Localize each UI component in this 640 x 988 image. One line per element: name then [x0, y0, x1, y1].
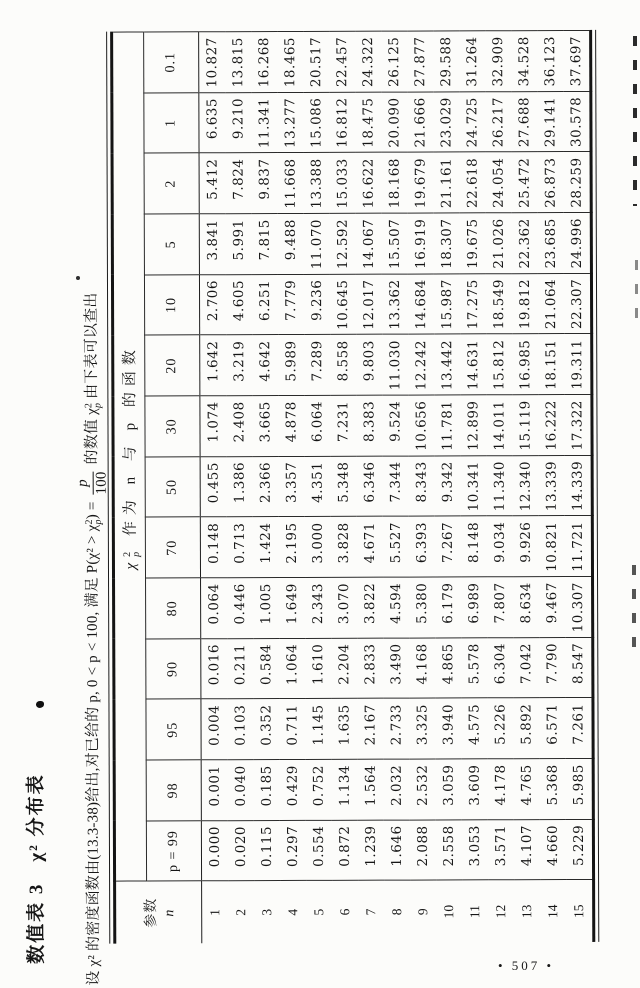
- chi-square-value-cell: 3.070: [331, 577, 357, 638]
- chi-square-value-cell: 6.251: [252, 274, 278, 335]
- chi-square-value-cell: 2.204: [331, 638, 357, 699]
- chi-square-value-cell: 1.239: [358, 820, 384, 881]
- p-labels-row: [144, 32, 202, 944]
- chi-square-value-cell: 21.026: [486, 213, 512, 274]
- p-column-header: 1: [144, 93, 199, 154]
- chi-square-value-cell: 1.635: [331, 699, 357, 760]
- chi-square-value-cell: 22.307: [564, 273, 592, 334]
- chi-square-value-cell: 2.366: [253, 456, 279, 517]
- chi-squared-p-notation: [83, 402, 104, 409]
- chi-square-value-cell: 18.168: [382, 153, 408, 214]
- chi-square-value-cell: 1.424: [253, 517, 279, 578]
- corner-cell-parameter-n: [115, 881, 202, 943]
- chi-square-value-cell: 16.222: [538, 395, 564, 456]
- chi-square-value-cell: 29.141: [537, 91, 563, 152]
- p-column-header: 98: [146, 760, 201, 821]
- chi-square-value-cell: 9.837: [252, 153, 278, 214]
- chi-square-value-cell: 0.020: [228, 820, 254, 881]
- chi-square-value-cell: 29.588: [433, 31, 459, 92]
- chi-square-value-cell: 1.649: [279, 578, 305, 639]
- chi-square-value-cell: 19.675: [460, 213, 486, 274]
- ink-spot: [76, 276, 80, 280]
- chi-square-value-cell: 10.821: [539, 516, 565, 577]
- chi-square-value-cell: 17.322: [564, 395, 592, 456]
- p-column-header: 5: [144, 214, 199, 275]
- chi-square-value-cell: 7.289: [304, 335, 330, 396]
- row-label-n: 8: [389, 908, 405, 916]
- corner-label: 参数: [143, 897, 159, 928]
- chi-square-value-cell: 5.226: [487, 698, 513, 759]
- chi-square-value-cell: 21.161: [434, 152, 460, 213]
- chi-square-value-cell: 36.123: [537, 31, 563, 92]
- chi-square-value-cell: 0.000: [201, 821, 228, 882]
- chi-square-value-cell: 9.488: [278, 214, 304, 275]
- table-row: [407, 31, 436, 943]
- table-row: [199, 32, 229, 944]
- chi-square-value-cell: 9.926: [513, 516, 539, 577]
- table-row: [329, 31, 358, 943]
- chi-square-value-cell: 11.070: [304, 213, 330, 274]
- p-column-header: 2: [144, 153, 199, 214]
- p-column-header: 10: [144, 275, 199, 336]
- chi-square-value-cell: 2.343: [305, 577, 331, 638]
- chi-square-value-cell: 0.148: [200, 517, 227, 578]
- chi-square-value-cell: 14.067: [356, 213, 382, 274]
- fraction-numerator: p: [76, 471, 94, 494]
- scan-edge-artifact: [635, 260, 638, 320]
- chi-square-value-cell: 0.872: [332, 820, 358, 881]
- chi-square-value-cell: 0.016: [201, 639, 228, 700]
- chi-square-value-cell: 8.547: [565, 637, 593, 698]
- chi-square-value-cell: 16.622: [356, 153, 382, 214]
- page-title: 数值表 3 χ² 分布表: [25, 773, 48, 964]
- table-row: [485, 31, 514, 943]
- chi-square-value-cell: 26.873: [538, 152, 564, 213]
- chi-square-value-cell: 15.812: [486, 334, 512, 395]
- chi-square-value-cell: 14.684: [408, 274, 434, 335]
- description-text-1: 设 χ² 的密度函数由(13.3-38)给出,对已给的 p, 0 < p < 100, 满足 P(χ² > χ: [84, 524, 103, 986]
- chi-square-distribution-table: [110, 30, 595, 944]
- p-column-header: p = 99: [146, 821, 201, 882]
- chi-square-value-cell: 0.297: [280, 820, 306, 881]
- chi-square-value-cell: 5.985: [566, 759, 594, 820]
- chi-square-value-cell: 10.827: [199, 32, 226, 93]
- table-row: [355, 31, 384, 943]
- chi-square-value-cell: 11.341: [251, 92, 277, 153]
- chi-square-value-cell: 2.733: [383, 699, 409, 760]
- chi-square-value-cell: 32.909: [485, 31, 511, 92]
- p-column-header: 90: [146, 639, 201, 700]
- chi-square-value-cell: 3.490: [383, 638, 409, 699]
- chi-square-value-cell: 6.393: [409, 516, 435, 577]
- chi-square-value-cell: 1.564: [358, 759, 384, 820]
- row-label-n: 6: [337, 908, 353, 916]
- p-column-header: 30: [145, 396, 200, 457]
- chi-square-value-cell: 2.706: [199, 274, 226, 335]
- chi-square-value-cell: 6.064: [304, 395, 330, 456]
- chi-square-value-cell: 24.322: [355, 31, 381, 92]
- chi-square-value-cell: 3.053: [462, 820, 488, 881]
- subscript-p: p: [92, 402, 104, 409]
- chi-square-value-cell: 13.339: [539, 455, 565, 516]
- chi-square-value-cell: 10.341: [461, 456, 487, 517]
- chi-square-value-cell: 1.642: [200, 335, 227, 396]
- chi-square-value-cell: 1.134: [332, 759, 358, 820]
- chi-square-value-cell: 12.899: [460, 395, 486, 456]
- chi-square-value-cell: 11.340: [487, 456, 513, 517]
- chi-square-value-cell: 9.034: [487, 516, 513, 577]
- table-row: [537, 31, 566, 943]
- chi-square-value-cell: 27.877: [407, 31, 433, 92]
- chi-square-value-cell: 23.029: [433, 92, 459, 153]
- chi-square-value-cell: 4.107: [514, 819, 540, 880]
- row-label-n: 15: [571, 904, 587, 919]
- chi-square-value-cell: 4.605: [226, 274, 252, 335]
- chi-square-value-cell: 15.033: [330, 153, 356, 214]
- row-label-n: 5: [311, 908, 327, 916]
- chi-square-value-cell: 4.878: [278, 396, 304, 457]
- row-label-n: 11: [467, 905, 483, 919]
- chi-square-value-cell: 0.713: [227, 517, 253, 578]
- chi-square-value-cell: 31.264: [459, 31, 485, 92]
- chi-square-value-cell: 0.584: [253, 638, 279, 699]
- chi-square-value-cell: 34.528: [511, 31, 537, 92]
- chi-square-value-cell: 4.642: [252, 335, 278, 396]
- chi-square-value-cell: 4.765: [514, 759, 540, 820]
- superscript-2: 2: [122, 545, 134, 557]
- chi-square-value-cell: 0.004: [201, 699, 228, 760]
- chi-square-value-cell: 19.311: [564, 334, 592, 395]
- chi-square-value-cell: 6.635: [199, 92, 226, 153]
- chi-square-value-cell: 20.517: [303, 31, 329, 92]
- description-text-4: 由下表可以查出: [83, 292, 101, 403]
- chi-square-value-cell: 14.339: [565, 455, 593, 516]
- chi-square-value-cell: 19.812: [512, 273, 538, 334]
- chi-square-value-cell: 26.217: [485, 91, 511, 152]
- chi-square-value-cell: 16.268: [251, 32, 277, 93]
- chi-symbol: χ: [122, 556, 139, 570]
- chi-square-value-cell: 15.086: [303, 92, 329, 153]
- chi-square-value-cell: 2.088: [410, 820, 436, 881]
- chi-square-value-cell: 7.344: [383, 456, 409, 517]
- chi-square-value-cell: 0.455: [200, 457, 227, 518]
- chi-square-value-cell: 9.342: [435, 456, 461, 517]
- chi-square-value-cell: 0.064: [201, 578, 228, 639]
- chi-square-value-cell: 5.348: [331, 456, 357, 517]
- chi-square-value-cell: 4.575: [461, 698, 487, 759]
- chi-square-value-cell: 5.578: [461, 638, 487, 699]
- chi-square-value-cell: 3.828: [331, 517, 357, 578]
- superscript-2: 2: [84, 519, 96, 525]
- p-column-header: 50: [145, 457, 200, 518]
- chi-square-value-cell: 7.231: [330, 395, 356, 456]
- chi-square-value-cell: 18.307: [434, 213, 460, 274]
- chi-square-value-cell: 0.429: [280, 760, 306, 821]
- chi-square-value-cell: 7.790: [539, 637, 565, 698]
- chi-square-value-cell: 0.103: [227, 699, 253, 760]
- chi-square-value-cell: 22.457: [329, 31, 355, 92]
- chi-square-value-cell: 0.352: [253, 699, 279, 760]
- p-column-header: 70: [145, 517, 200, 578]
- chi-square-value-cell: 23.685: [538, 213, 564, 274]
- chi-square-value-cell: 2.167: [357, 699, 383, 760]
- chi-square-value-cell: 9.803: [356, 335, 382, 396]
- table-row: [225, 32, 254, 944]
- chi-square-value-cell: 4.594: [383, 577, 409, 638]
- chi-square-value-cell: 9.467: [539, 577, 565, 638]
- chi-square-value-cell: 4.671: [357, 517, 383, 578]
- chi-square-value-cell: 5.527: [383, 517, 409, 578]
- chi-square-value-cell: 10.307: [565, 577, 593, 638]
- chi-square-value-cell: 5.229: [566, 819, 594, 880]
- chi-square-value-cell: 19.679: [408, 152, 434, 213]
- superscript-2: 2: [83, 402, 95, 409]
- chi-square-value-cell: 2.195: [279, 517, 305, 578]
- chi-square-value-cell: 1.005: [253, 578, 279, 639]
- chi-square-value-cell: 6.179: [435, 577, 461, 638]
- chi-square-value-cell: 14.011: [486, 395, 512, 456]
- row-label-n: 10: [441, 904, 457, 919]
- chi-square-value-cell: 9.236: [304, 274, 330, 335]
- chi-square-value-cell: 3.325: [409, 698, 435, 759]
- chi-squared-p-notation: [124, 546, 141, 557]
- chi-square-value-cell: 5.989: [278, 335, 304, 396]
- chi-squared-p-notation: [86, 519, 103, 524]
- table-row: [563, 30, 594, 942]
- chi-square-value-cell: 3.219: [226, 335, 252, 396]
- chi-square-value-cell: 2.032: [384, 759, 410, 820]
- chi-square-value-cell: 22.362: [512, 213, 538, 274]
- chi-square-value-cell: 10.645: [330, 274, 356, 335]
- chi-square-value-cell: 10.656: [408, 395, 434, 456]
- chi-square-value-cell: 1.074: [200, 396, 227, 457]
- chi-square-value-cell: 1.145: [305, 699, 331, 760]
- chi-square-value-cell: 16.812: [329, 92, 355, 153]
- chi-square-value-cell: 15.119: [512, 395, 538, 456]
- row-label-n: 7: [363, 908, 379, 916]
- chi-square-value-cell: 6.989: [461, 577, 487, 638]
- chi-square-value-cell: 0.446: [227, 578, 253, 639]
- chi-square-value-cell: 18.151: [538, 334, 564, 395]
- chi-square-value-cell: 11.668: [278, 153, 304, 214]
- chi-square-value-cell: 3.609: [462, 759, 488, 820]
- chi-square-value-cell: 3.665: [252, 396, 278, 457]
- chi-square-value-cell: 1.386: [227, 456, 253, 517]
- row-label-n: 3: [259, 908, 275, 916]
- chi-square-value-cell: 5.380: [409, 577, 435, 638]
- chi-square-value-cell: 7.267: [435, 516, 461, 577]
- chi-square-value-cell: 13.362: [382, 274, 408, 335]
- table-row: [433, 31, 462, 943]
- chi-square-value-cell: 8.558: [330, 335, 356, 396]
- chi-square-value-cell: 18.475: [355, 92, 381, 153]
- row-label-n: 9: [415, 908, 431, 916]
- chi-square-value-cell: 0.554: [306, 820, 332, 881]
- corner-n-variable: n: [161, 908, 177, 917]
- description-text-2: ) =: [84, 497, 101, 520]
- chi-square-value-cell: 3.357: [279, 456, 305, 517]
- chi-square-value-cell: 7.815: [252, 214, 278, 275]
- table-row: [381, 31, 410, 943]
- chi-square-value-cell: 3.571: [488, 820, 514, 881]
- chi-square-value-cell: 13.815: [225, 32, 251, 93]
- chi-square-value-cell: 18.549: [486, 273, 512, 334]
- row-label-n: 14: [545, 904, 561, 919]
- table-body: [199, 30, 594, 943]
- chi-square-value-cell: 0.211: [227, 638, 253, 699]
- chi-square-value-cell: 4.660: [540, 819, 566, 880]
- chi-square-value-cell: 6.571: [539, 698, 565, 759]
- chi-square-value-cell: 24.725: [459, 92, 485, 153]
- chi-square-value-cell: 6.346: [357, 456, 383, 517]
- chi-square-value-cell: 12.592: [330, 213, 356, 274]
- chi-square-value-cell: 12.017: [356, 274, 382, 335]
- chi-square-value-cell: 18.465: [277, 31, 303, 92]
- chi-square-value-cell: 9.210: [225, 92, 251, 153]
- chi-square-value-cell: 6.304: [487, 638, 513, 699]
- span-header-text: 作为 n 与 p 的函数: [121, 344, 139, 546]
- function-span-header: [112, 32, 147, 882]
- chi-square-value-cell: 0.752: [306, 760, 332, 821]
- table-row: [277, 31, 306, 943]
- chi-square-value-cell: 28.259: [564, 152, 592, 213]
- chi-square-value-cell: 21.064: [538, 273, 564, 334]
- chi-square-value-cell: 15.507: [382, 213, 408, 274]
- chi-square-value-cell: 3.822: [357, 577, 383, 638]
- chi-square-value-cell: 25.472: [512, 152, 538, 213]
- span-header-row: [112, 32, 147, 944]
- chi-square-value-cell: 0.040: [228, 760, 254, 821]
- chi-square-value-cell: 20.090: [381, 92, 407, 153]
- chi-square-value-cell: 5.991: [226, 214, 252, 275]
- scan-edge-artifact: [632, 565, 636, 650]
- chi-square-value-cell: 2.532: [410, 759, 436, 820]
- chi-square-value-cell: 2.558: [436, 820, 462, 881]
- chi-square-value-cell: 0.711: [279, 699, 305, 760]
- chi-square-value-cell: 5.892: [513, 698, 539, 759]
- p-column-header: 0.1: [144, 32, 199, 93]
- row-label-n: 4: [285, 908, 301, 916]
- p-column-header: 20: [145, 335, 200, 396]
- row-label-n: 12: [493, 904, 509, 919]
- chi-square-value-cell: 7.779: [278, 274, 304, 335]
- p-over-100-fraction: [76, 471, 111, 494]
- chi-square-value-cell: 8.634: [513, 577, 539, 638]
- chi-square-value-cell: 24.996: [564, 213, 592, 274]
- chi-square-value-cell: 3.059: [436, 759, 462, 820]
- chi-square-value-cell: 22.618: [460, 152, 486, 213]
- row-label-n: 1: [207, 909, 223, 916]
- p-column-header: 95: [146, 699, 201, 760]
- chi-square-value-cell: 13.442: [434, 334, 460, 395]
- chi-square-value-cell: 11.781: [434, 395, 460, 456]
- chi-square-value-cell: 27.688: [511, 91, 537, 152]
- chi-square-value-cell: 0.115: [254, 820, 280, 881]
- chi-square-value-cell: 21.666: [407, 92, 433, 153]
- table-header: [112, 32, 202, 944]
- chi-square-value-cell: 30.578: [563, 91, 591, 152]
- chi-square-value-cell: 16.919: [408, 213, 434, 274]
- table-row: [459, 31, 488, 943]
- chi-square-value-cell: 1.064: [279, 638, 305, 699]
- chi-square-value-cell: 26.125: [381, 31, 407, 92]
- chi-square-value-cell: 5.368: [540, 759, 566, 820]
- chi-square-value-cell: 4.168: [409, 638, 435, 699]
- chi-square-value-cell: 4.351: [305, 456, 331, 517]
- chi-square-value-cell: 2.833: [357, 638, 383, 699]
- chi-square-value-cell: 3.940: [435, 698, 461, 759]
- chi-square-value-cell: 2.408: [226, 396, 252, 457]
- table-row: [303, 31, 332, 943]
- chi-square-value-cell: 7.807: [487, 577, 513, 638]
- row-label-n: 2: [233, 909, 249, 916]
- table-row: [251, 32, 280, 944]
- chi-square-value-cell: 12.242: [408, 334, 434, 395]
- chi-square-value-cell: 24.054: [486, 152, 512, 213]
- chi-square-value-cell: 0.185: [254, 760, 280, 821]
- chi-square-value-cell: 17.275: [460, 274, 486, 335]
- chi-square-value-cell: 7.261: [565, 698, 593, 759]
- chi-square-table-rules: [106, 30, 599, 944]
- p-column-header: 80: [146, 578, 201, 639]
- subscript-p: p: [130, 545, 142, 557]
- fraction-denominator: 100: [93, 471, 110, 495]
- chi-square-value-cell: 7.824: [226, 153, 252, 214]
- chi-square-value-cell: 1.610: [305, 638, 331, 699]
- chi-square-value-cell: 13.388: [304, 153, 330, 214]
- chi-square-value-cell: 14.631: [460, 334, 486, 395]
- chi-square-value-cell: 4.178: [488, 759, 514, 820]
- chi-square-value-cell: 8.148: [461, 516, 487, 577]
- chi-square-value-cell: 37.697: [563, 30, 591, 91]
- chi-square-value-cell: 4.865: [435, 638, 461, 699]
- subscript-p: p: [92, 519, 104, 525]
- table-row: [511, 31, 540, 943]
- chi-square-value-cell: 8.383: [356, 395, 382, 456]
- chi-square-value-cell: 12.340: [513, 455, 539, 516]
- description-text-3: 的数值 χ: [84, 408, 101, 469]
- chi-square-value-cell: 0.001: [201, 760, 228, 821]
- chi-square-value-cell: 7.042: [513, 637, 539, 698]
- page-number: • 507 •: [498, 958, 555, 973]
- chi-square-value-cell: 3.841: [199, 214, 226, 275]
- chi-square-value-cell: 11.721: [565, 516, 593, 577]
- chi-square-value-cell: 5.412: [199, 153, 226, 214]
- scan-edge-artifact: [633, 36, 637, 206]
- chi-square-value-cell: 16.985: [512, 334, 538, 395]
- chi-square-value-cell: 13.277: [277, 92, 303, 153]
- row-label-n: 13: [519, 904, 535, 919]
- chi-square-value-cell: 9.524: [382, 395, 408, 456]
- chi-square-value-cell: 15.987: [434, 274, 460, 335]
- chi-square-value-cell: 3.000: [305, 517, 331, 578]
- chi-square-value-cell: 1.646: [384, 820, 410, 881]
- chi-square-value-cell: 8.343: [409, 456, 435, 517]
- chi-square-value-cell: 11.030: [382, 335, 408, 396]
